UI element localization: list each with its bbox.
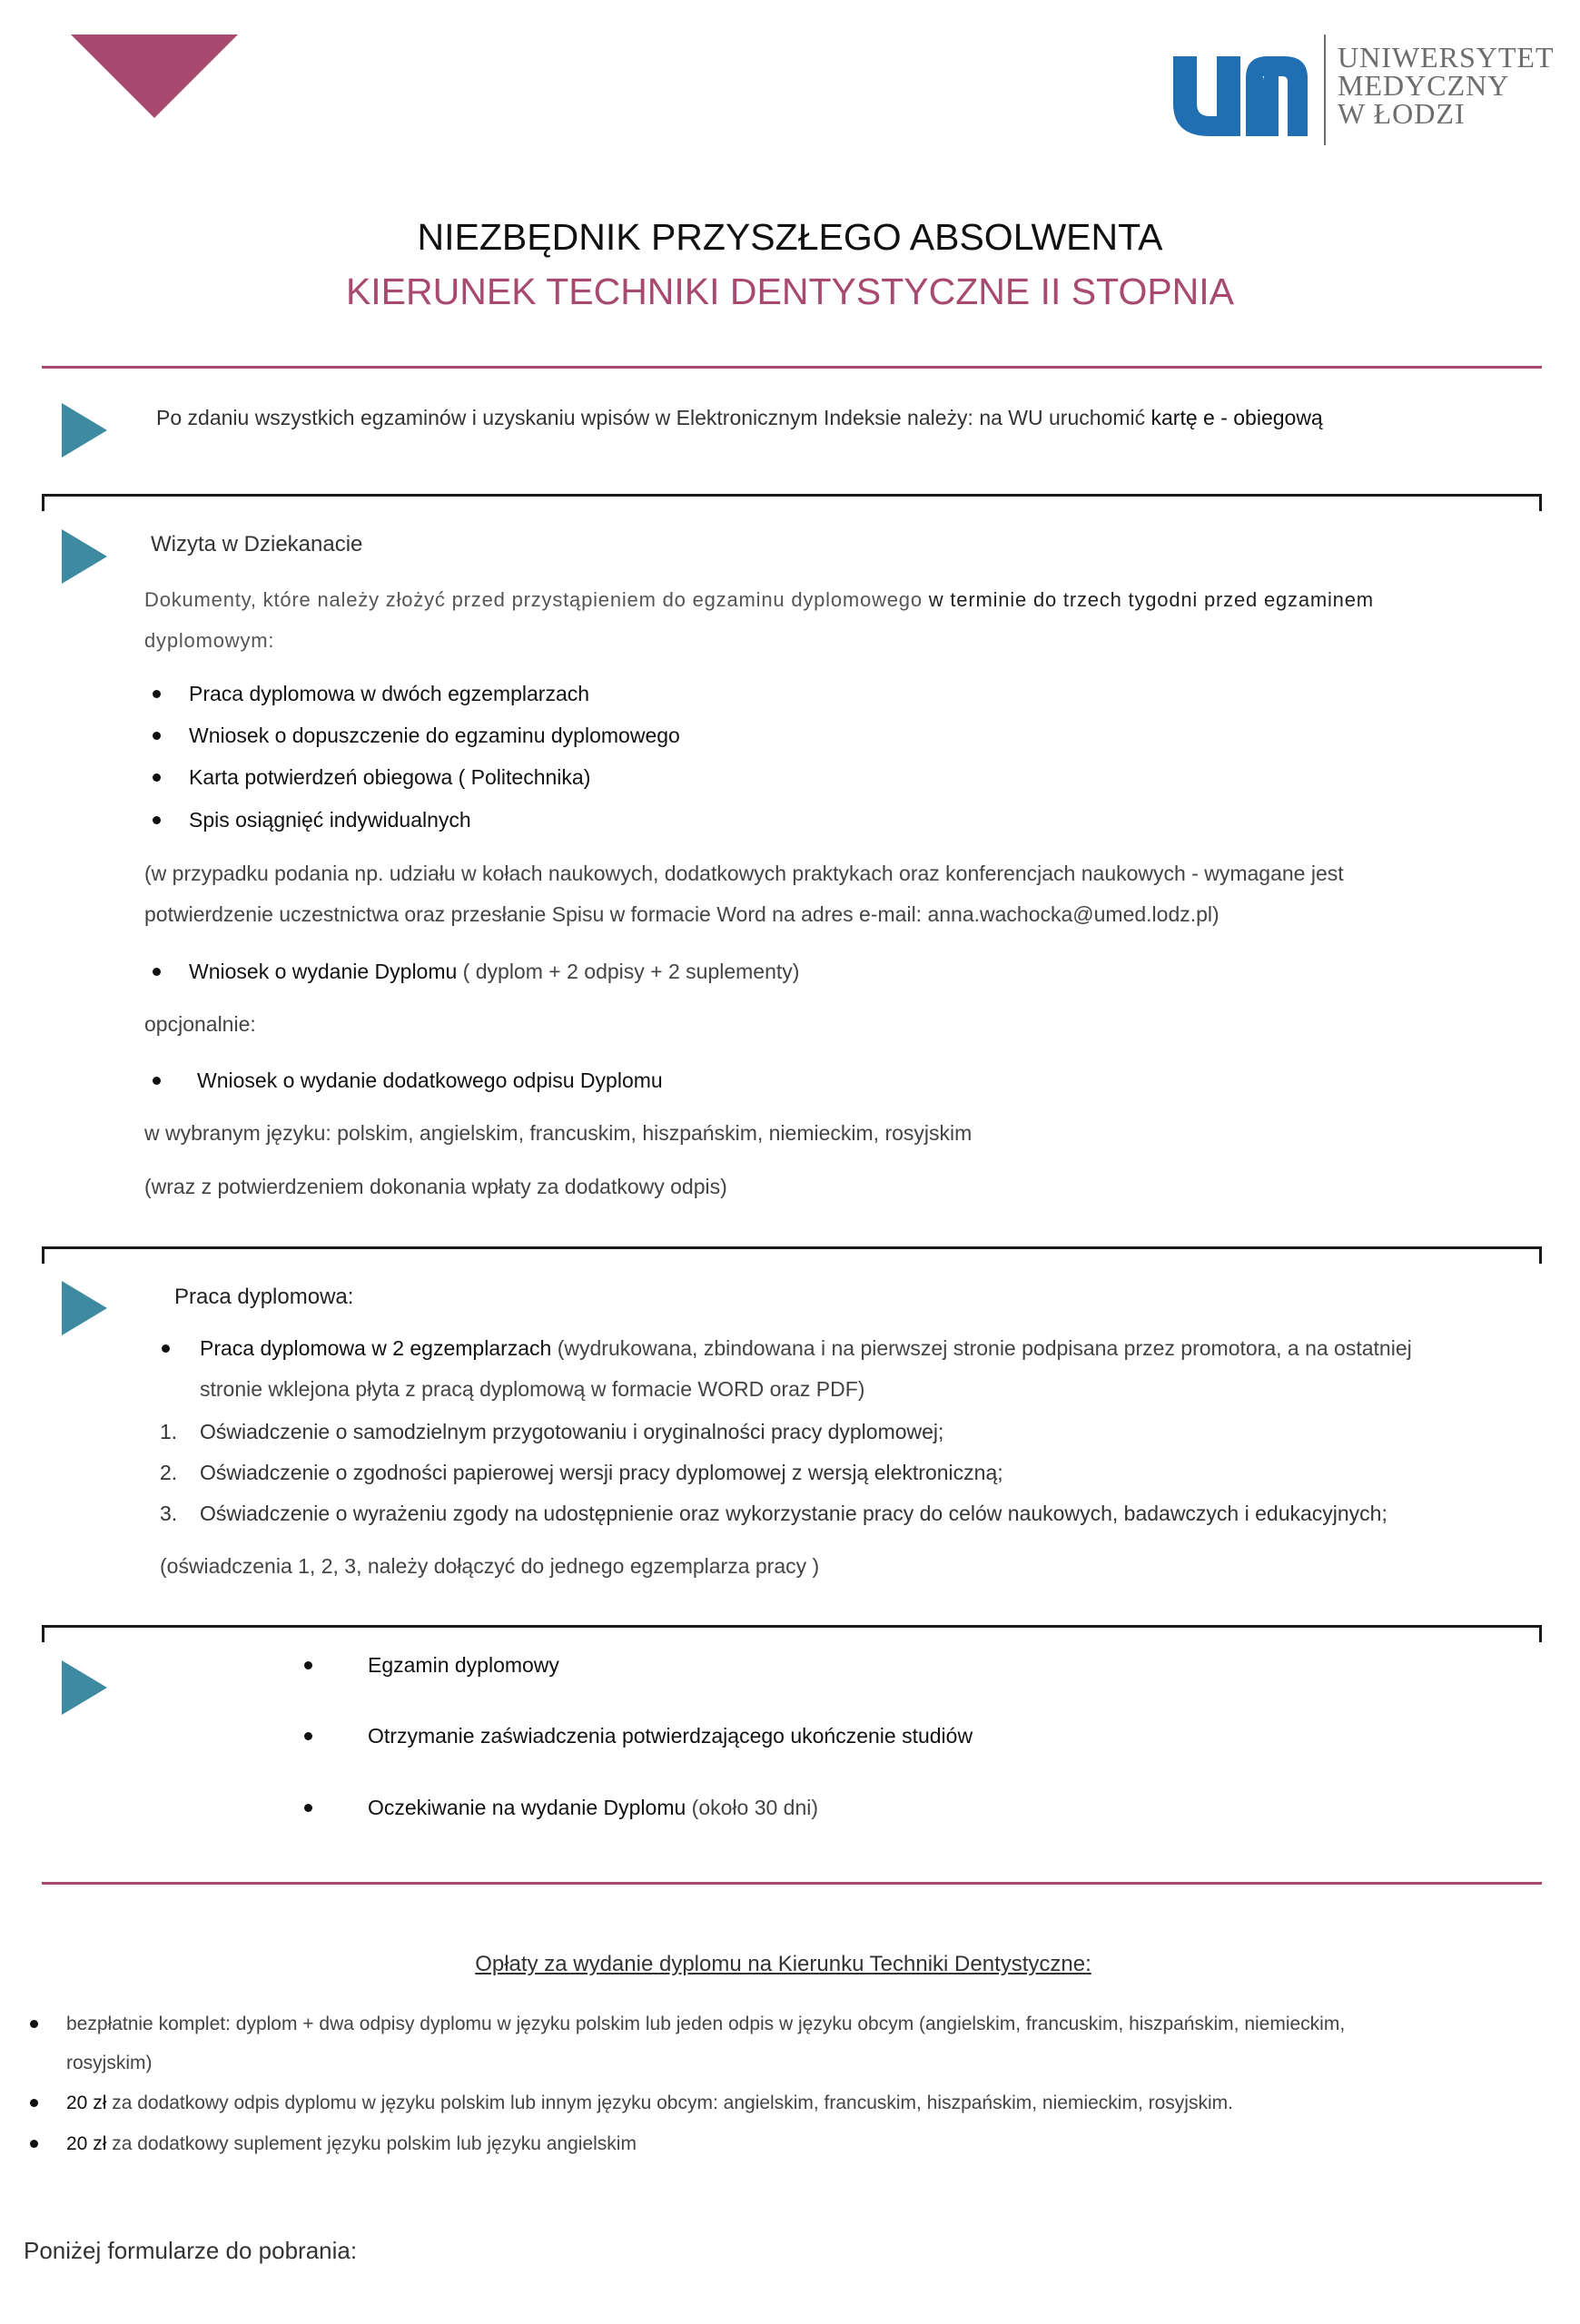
diploma-request-label: Wniosek o wydanie Dyplomu — [189, 960, 458, 983]
final-exam-label: Egzamin dyplomowy — [368, 1653, 559, 1677]
statement-text: Oświadczenie o samodzielnym przygotowaniu i oryginalności pracy dyplomowej; — [200, 1420, 944, 1443]
step-e-card-text: Po zdaniu wszystkich egzaminów i uzyskaniu wpisów w Elektronicznym Indeksie należy: na WU uruchomić — [156, 406, 1151, 429]
fee-item-text-cont: rosyjskim) — [66, 2053, 153, 2073]
logo-divider — [1324, 34, 1326, 145]
payment-note: (wraz z potwierdzeniem dokonania wpłaty za dodatkowy odpis) — [144, 1175, 727, 1198]
um-logo-icon — [1170, 51, 1311, 142]
list-item — [368, 1792, 818, 1823]
document-label: Spis osiągnięć indywidualnych — [189, 808, 471, 832]
statement-item — [160, 1457, 1003, 1488]
page-title: NIEZBĘDNIK PRZYSZŁEGO ABSOLWENTA — [417, 216, 1163, 258]
logo-line-1: UNIWERSYTET — [1338, 41, 1555, 74]
logo-text — [1338, 41, 1555, 130]
bullet-icon — [162, 1344, 170, 1353]
bullet-icon — [153, 773, 161, 782]
list-item — [189, 762, 590, 793]
statement-number: 2. — [160, 1461, 178, 1484]
bullet-icon — [30, 2020, 38, 2028]
university-logo — [1170, 34, 1555, 149]
optional-label: opcjonalnie: — [144, 1012, 256, 1036]
fee-item — [66, 2124, 1483, 2163]
statement-text: Oświadczenie o zgodności papierowej wersji pracy dyplomowej z wersją elektroniczną; — [200, 1461, 1003, 1484]
list-item — [197, 1065, 663, 1096]
document-label: Wniosek o dopuszczenie do egzaminu dyplomowego — [189, 724, 680, 747]
thesis-copies-label: Praca dyplomowa w 2 egzemplarzach — [200, 1336, 552, 1360]
logo-line-2: MEDYCZNY — [1338, 69, 1510, 102]
list-item — [368, 1720, 973, 1751]
bullet-icon — [30, 2099, 38, 2107]
deanery-intro-cont: dyplomowym: — [144, 629, 275, 652]
deanery-intro-text: Dokumenty, które należy złożyć przed przystąpieniem do egzaminu dyplomowego — [144, 588, 929, 611]
thesis-heading: Praca dyplomowa: — [174, 1285, 354, 1309]
list-item — [189, 678, 589, 709]
deanery-heading: Wizyta w Dziekanacie — [151, 532, 363, 556]
extra-copy-label: Wniosek o wydanie dodatkowego odpisu Dyplomu — [197, 1068, 663, 1092]
fees-heading: Opłaty za wydanie dyplomu na Kierunku Techniki Dentystyczne: — [475, 1952, 1091, 1976]
achievements-note-line-1: (w przypadku podania np. udziału w kołach naukowych, dodatkowych praktykach oraz konferencjach naukowych - wymagane jest — [144, 862, 1344, 885]
statement-item — [160, 1416, 944, 1447]
fee-amount: 20 zł — [66, 2133, 107, 2154]
thesis-copies-details: (wydrukowana, zbindowana i na pierwszej stronie podpisana przez promotora, a na ostatniej — [551, 1336, 1412, 1360]
fee-item-text: bezpłatnie komplet: dyplom + dwa odpisy dyplomu w języku polskim lub jeden odpis w języku obcym (angielskim, francuskim, hiszpańskim, niemieckim, — [66, 2014, 1346, 2034]
statements-note: (oświadczenia 1, 2, 3, należy dołączyć do jednego egzemplarza pracy ) — [160, 1554, 820, 1578]
bullet-icon — [153, 816, 161, 824]
diploma-request-details: ( dyplom + 2 odpisy + 2 suplementy) — [457, 960, 800, 983]
page-subtitle: KIERUNEK TECHNIKI DENTYSTYCZNE II STOPNIA — [345, 271, 1235, 312]
statement-text: Oświadczenie o wyrażeniu zgody na udostępnienie oraz wykorzystanie pracy do celów naukowych, badawczych i edukacyjnych; — [200, 1502, 1387, 1525]
section-bracket-deanery — [42, 494, 1542, 511]
achievements-note-line-2: potwierdzenie uczestnictwa oraz przesłanie Spisu w formacie Word na adres e-mail: anna.wachocka@umed.lodz.pl) — [144, 902, 1220, 926]
deanery-intro-deadline: w terminie do trzech tygodni przed egzaminem — [928, 588, 1374, 611]
document-label: Praca dyplomowa w dwóch egzemplarzach — [189, 682, 590, 705]
certificate-label: Otrzymanie zaświadczenia potwierdzającego ukończenie studiów — [368, 1724, 973, 1748]
corner-triangle-icon — [71, 34, 238, 118]
fee-item-text: za dodatkowy odpis dyplomu w języku polskim lub innym języku obcym: angielskim, francuskim, hiszpańskim, niemieckim, rosyjskim. — [106, 2093, 1233, 2113]
bullet-icon — [304, 1804, 312, 1812]
bullet-icon — [153, 1077, 161, 1085]
fee-amount: 20 zł — [66, 2093, 107, 2113]
languages-text: w wybranym języku: polskim, angielskim, francuskim, hiszpańskim, niemieckim, rosyjskim — [144, 1121, 973, 1145]
step-e-card-bold: kartę e - obiegową — [1150, 406, 1323, 429]
forms-label: Poniżej formularze do pobrania: — [24, 2237, 358, 2264]
fee-item-text: za dodatkowy suplement języku polskim lub języku angielskim — [106, 2133, 637, 2154]
fee-item — [66, 2004, 1483, 2083]
section-divider — [42, 1882, 1542, 1885]
bullet-icon — [304, 1661, 312, 1669]
list-item — [189, 804, 471, 835]
statement-number: 1. — [160, 1420, 178, 1443]
header-divider — [42, 366, 1542, 369]
step-arrow-icon — [62, 1281, 107, 1335]
document-label: Karta potwierdzeń obiegowa ( Politechnika) — [189, 765, 591, 789]
bullet-icon — [153, 732, 161, 740]
bullet-icon — [304, 1732, 312, 1740]
step-arrow-icon — [62, 403, 107, 458]
logo-line-3: W ŁODZI — [1338, 97, 1466, 130]
bullet-icon — [153, 968, 161, 976]
list-item — [189, 720, 680, 751]
diploma-wait-label: Oczekiwanie na wydanie Dyplomu — [368, 1796, 686, 1819]
statement-item — [160, 1498, 1387, 1529]
section-bracket-thesis — [42, 1246, 1542, 1264]
thesis-copies-details-cont: stronie wklejona płyta z pracą dyplomową w formacie WORD oraz PDF) — [200, 1377, 865, 1401]
statement-number: 3. — [160, 1502, 178, 1525]
step-arrow-icon — [62, 529, 107, 584]
step-arrow-icon — [62, 1660, 107, 1715]
list-item — [368, 1649, 559, 1680]
step-e-card — [156, 398, 1323, 438]
bullet-icon — [30, 2140, 38, 2148]
diploma-wait-details: (około 30 dni) — [686, 1796, 819, 1819]
list-item — [189, 956, 799, 987]
section-bracket-final — [42, 1625, 1542, 1642]
deanery-intro — [144, 579, 1543, 620]
bullet-icon — [153, 690, 161, 698]
list-item — [200, 1333, 1535, 1364]
fee-item — [66, 2083, 1483, 2122]
